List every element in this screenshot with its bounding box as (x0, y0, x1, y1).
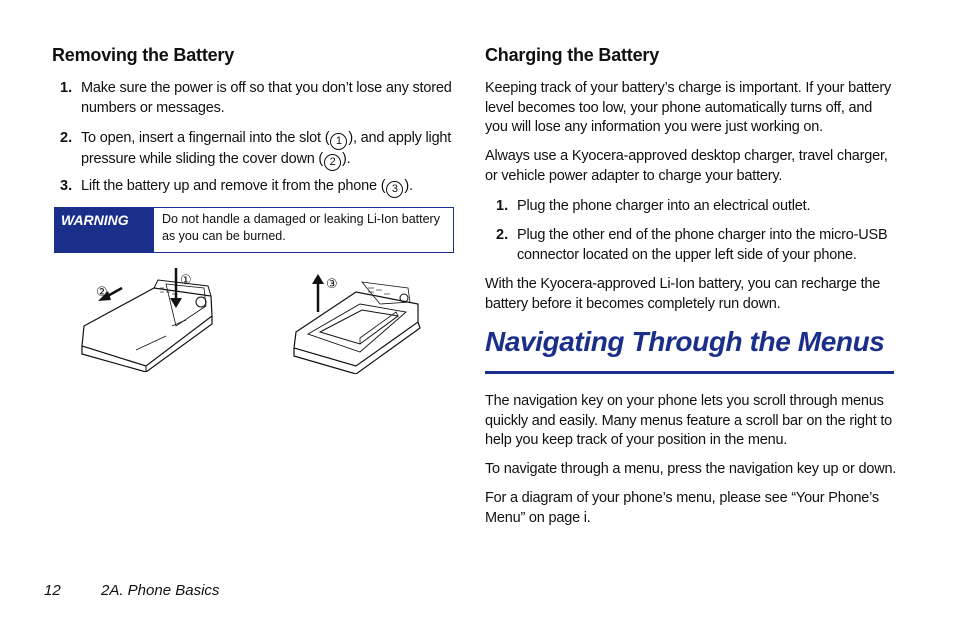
step-line: Plug the other end of the phone charger into the micro-USB (517, 227, 888, 243)
phone-cover-illustration (76, 266, 226, 372)
step-line: Make sure the power is off so that you don’t lose any stored (81, 80, 452, 96)
step-line-text: To open, insert a fingernail into the slot ( (81, 130, 330, 146)
step-text (517, 226, 907, 265)
step-line-text: pressure while sliding the cover down ( (81, 151, 324, 167)
warning-text (154, 208, 453, 252)
step-text (81, 79, 461, 118)
callout-label: ② (96, 284, 108, 299)
paragraph (485, 392, 905, 451)
step-line: numbers or messages. (81, 99, 225, 116)
phone-battery-illustration (290, 270, 430, 374)
paragraph (485, 147, 905, 186)
paragraph-line: With the Kyocera-approved Li-Ion battery, you can recharge the (485, 276, 881, 292)
paragraph-line: The navigation key on your phone lets you scroll through menus (485, 393, 884, 409)
section-heading-charging-battery: Charging the Battery (485, 45, 660, 65)
paragraph-line: you will lose any information you were just working on. (485, 119, 823, 135)
paragraph (485, 460, 905, 480)
warning-box (54, 207, 454, 253)
step-text (81, 177, 461, 198)
warning-line: as you can be burned. (162, 229, 286, 243)
paragraph-line: Menu” on page i. (485, 509, 591, 526)
title-rule (485, 371, 894, 374)
page-number: 12 (44, 582, 61, 599)
callout-label: ① (180, 272, 192, 287)
paragraph (485, 489, 905, 528)
paragraph-line: or vehicle power adapter to charge your battery. (485, 167, 783, 184)
step-line: Plug the phone charger into an electrical outlet. (517, 198, 811, 214)
step-text (517, 197, 907, 217)
step-number: 3. (60, 178, 73, 194)
paragraph-line: battery before it becomes completely run down. (485, 295, 781, 312)
paragraph (485, 79, 905, 138)
paragraph-line: level becomes too low, your phone automatically turns off, and (485, 99, 873, 116)
callout-label: ③ (326, 276, 338, 291)
callout-marker: 3 (386, 181, 403, 198)
step-line-text: ). (404, 178, 413, 194)
paragraph-line: To navigate through a menu, press the navigation key up or down. (485, 461, 897, 477)
paragraph-line: help you keep track of your position in the menu. (485, 432, 788, 448)
step-number: 1. (496, 198, 509, 214)
warning-label: WARNING (55, 208, 154, 252)
step-number: 2. (496, 227, 509, 243)
step-line: connector located on the upper left side of your phone. (517, 246, 857, 263)
paragraph-line: For a diagram of your phone’s menu, please see “Your Phone’s (485, 490, 879, 506)
section-title-navigating-menus: Navigating Through the Menus (485, 326, 885, 357)
step-number: 1. (60, 80, 73, 96)
step-line-text: ). (342, 151, 351, 167)
callout-marker: 2 (324, 154, 341, 171)
paragraph-line: Keeping track of your battery’s charge is important. If your battery (485, 80, 892, 96)
step-line-text: ), and apply light (348, 130, 452, 146)
step-line (81, 129, 461, 150)
step-number: 2. (60, 130, 73, 146)
callout-marker: 1 (330, 133, 347, 150)
step-text (81, 129, 461, 171)
footer-section-name: 2A. Phone Basics (101, 582, 220, 599)
paragraph-line: quickly and easily. Many menus feature a scroll bar on the right to (485, 412, 893, 429)
step-line (81, 150, 461, 171)
step-line (81, 177, 461, 198)
paragraph-line: Always use a Kyocera-approved desktop charger, travel charger, (485, 148, 888, 164)
warning-line: Do not handle a damaged or leaking Li-Ion battery (162, 212, 440, 226)
section-heading-removing-battery: Removing the Battery (52, 45, 235, 65)
step-line-text: Lift the battery up and remove it from the phone ( (81, 178, 386, 194)
paragraph (485, 275, 905, 314)
